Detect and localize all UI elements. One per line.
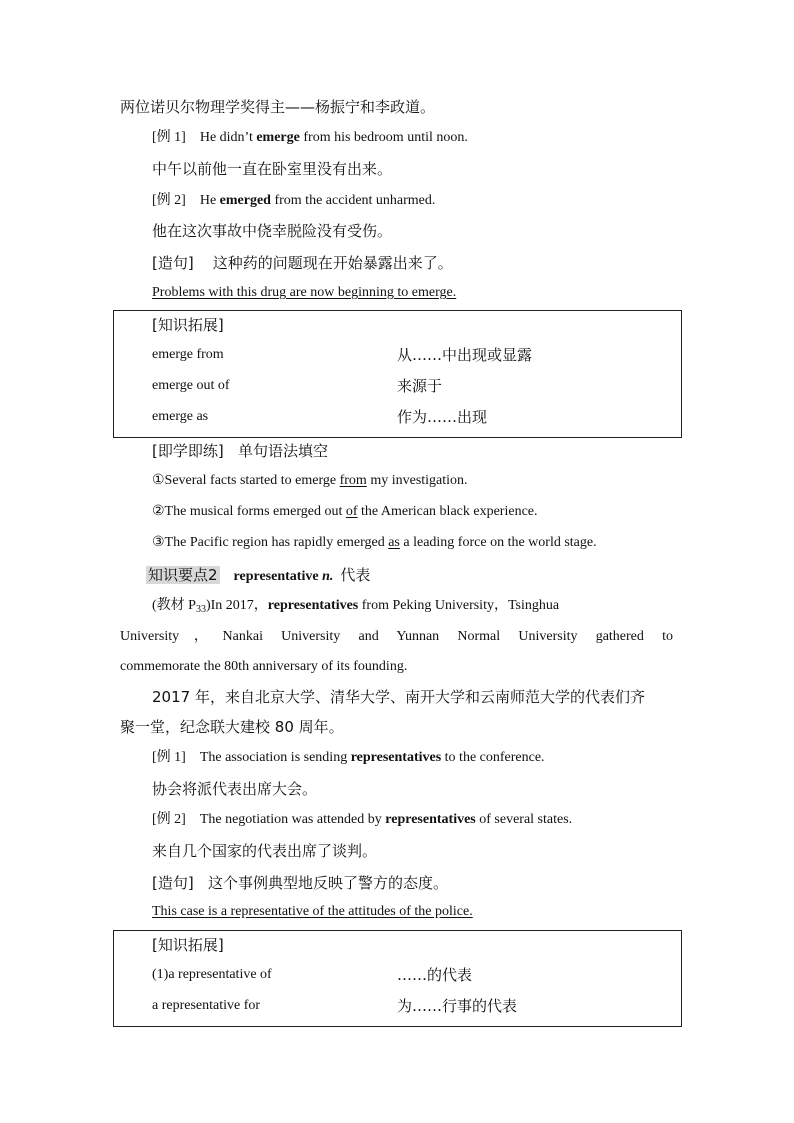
make-tag: [造句] <box>152 254 194 272</box>
answer-blank: as <box>388 535 400 550</box>
box-title: [知识拓展] <box>152 936 224 954</box>
headword-meaning: 代表 <box>340 566 371 584</box>
example-2-zh: 他在这次事故中侥幸脱险没有受伤。 <box>152 222 393 240</box>
make-tag: [造句] <box>152 874 194 892</box>
box-row-zh: 为……行事的代表 <box>397 997 518 1015</box>
example-2-en: [例 2] He emerged from the accident unharmed. <box>152 193 436 208</box>
box-row-zh: 作为……出现 <box>397 408 488 426</box>
knowledge-expansion-box-1 <box>113 310 682 438</box>
make-sentence-en: Problems with this drug are now beginning to emerge. <box>152 285 457 300</box>
practice-header: [即学即练] 单句语法填空 <box>152 442 329 460</box>
source-line-1: (教材 $P_{33})In$ 2017，representatives from Peking University，Tsinghua <box>152 598 560 615</box>
box-row-zh: ……的代表 <box>397 966 473 984</box>
practice-tag: [即学即练] <box>152 442 224 460</box>
box-row-en: a representative for <box>152 998 261 1013</box>
example-1-en: [例 1] He didn’t emerge from his bedroom until noon. <box>152 130 468 145</box>
example-2-en: [例 2] The negotiation was attended by representatives of several states. <box>152 812 573 827</box>
example-2-zh: 来自几个国家的代表出席了谈判。 <box>152 842 378 860</box>
answer-blank: from <box>339 473 367 488</box>
keyword: emerged <box>219 193 271 208</box>
box-title: [知识拓展] <box>152 316 224 334</box>
knowledge-point-label: 知识要点2 <box>148 566 218 584</box>
source-line-2: University，Nankai University and Yunnan Normal University gathered to <box>120 629 673 644</box>
example-tag: [例 1] <box>152 750 186 765</box>
box-row-en: emerge as <box>152 409 209 424</box>
example-1-zh: 协会将派代表出席大会。 <box>152 780 318 798</box>
answer-blank: of <box>345 504 358 519</box>
keyword: representatives <box>350 750 442 765</box>
make-sentence-en: This case is a representative of the attitudes of the police. <box>152 904 473 919</box>
example-tag: [例 2] <box>152 193 186 208</box>
keyword: emerge <box>256 130 300 145</box>
knowledge-expansion-box-2 <box>113 930 682 1027</box>
knowledge-point-heading <box>146 564 370 587</box>
make-sentence-zh: [造句] 这种药的问题现在开始暴露出来了。 <box>152 254 453 272</box>
box-row-en: emerge out of <box>152 378 230 393</box>
headword: representative <box>233 569 319 584</box>
box-row-en: emerge from <box>152 347 224 362</box>
box-row-en: (1)a representative of <box>152 967 272 982</box>
make-sentence-zh: [造句] 这个事例典型地反映了警方的态度。 <box>152 874 449 892</box>
example-1-zh: 中午以前他一直在卧室里没有出来。 <box>152 160 393 178</box>
practice-item: ①Several facts started to emerge from my investigation. <box>152 473 468 488</box>
keyword: representatives <box>385 812 476 827</box>
part-of-speech: n. <box>322 569 334 584</box>
translation-line-1: 2017 年，来自北京大学、清华大学、南开大学和云南师范大学的代表们齐 <box>152 688 645 706</box>
source-line-3: commemorate the 80th anniversary of its founding. <box>120 659 408 674</box>
box-row-zh: 来源于 <box>397 377 443 395</box>
practice-item: ②The musical forms emerged out of the American black experience. <box>152 504 538 519</box>
example-1-en: [例 1] The association is sending representatives to the conference. <box>152 750 545 765</box>
translation-line-2: 聚一堂，纪念联大建校 80 周年。 <box>120 718 344 736</box>
example-tag: [例 1] <box>152 130 186 145</box>
practice-item: ③The Pacific region has rapidly emerged as a leading force on the world stage. <box>152 535 597 550</box>
box-row-zh: 从……中出现或显露 <box>397 346 533 364</box>
intro-line: 两位诺贝尔物理学奖得主——杨振宁和李政道。 <box>120 98 436 116</box>
example-tag: [例 2] <box>152 812 186 827</box>
